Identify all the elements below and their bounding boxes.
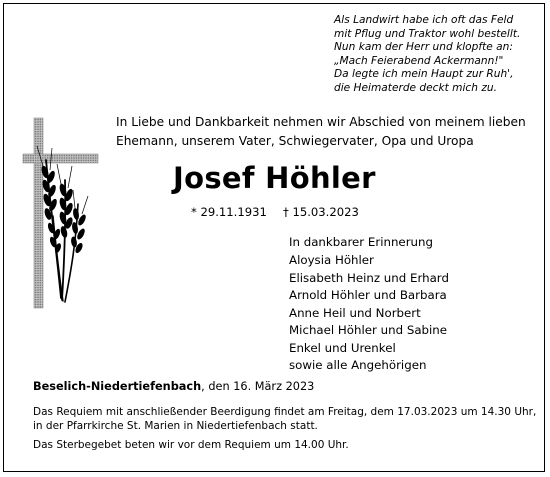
mourner-name: Elisabeth Heinz und Erhard: [289, 270, 449, 285]
poem-line: Als Landwirt habe ich oft das Feld: [334, 14, 514, 26]
deceased-name: Josef Höhler: [173, 161, 376, 195]
mourner-name: Enkel und Urenkel: [289, 340, 396, 355]
poem-line: Da legte ich mein Haupt zur Ruh',: [334, 68, 514, 81]
intro-line: Ehemann, unserem Vater, Schwiegervater, Opa und Uropa: [116, 134, 474, 148]
mourners-lead: In dankbarer Erinnerung: [289, 235, 433, 249]
mourner-name: Aloysia Höhler: [289, 253, 374, 267]
requiem-line: in der Pfarrkirche St. Marien in Niedertiefenbach statt.: [33, 419, 318, 432]
mourner-name: Anne Heil und Norbert: [289, 305, 421, 320]
death-date: † 15.03.2023: [283, 205, 359, 219]
mourners-list: [289, 234, 449, 375]
place-and-date: [33, 380, 314, 393]
cross-with-wheat-icon: [20, 116, 106, 316]
place-name: Beselich-Niedertiefenbach: [33, 380, 202, 393]
poem-line: die Heimaterde deckt mich zu.: [334, 81, 497, 94]
poem-line: mit Pflug und Traktor wohl bestellt.: [334, 27, 521, 40]
mourner-name: Michael Höhler und Sabine: [289, 323, 448, 337]
poem-line: „Mach Feierabend Ackermann!": [334, 54, 504, 67]
notice-date: , den 16. März 2023: [201, 380, 315, 393]
sterbegebet-info: Das Sterbegebet beten wir vor dem Requiem um 14.00 Uhr.: [33, 439, 349, 451]
farewell-intro: [116, 113, 536, 151]
birth-date: * 29.11.1931: [191, 205, 267, 219]
intro-line: In Liebe und Dankbarkeit nehmen wir Abschied von meinem lieben: [116, 115, 526, 129]
requiem-line: Das Requiem mit anschließender Beerdigung findet am Freitag, dem 17.03.2023 um 14.30 Uhr,: [33, 406, 537, 418]
mourner-name: sowie alle Angehörigen: [289, 358, 427, 372]
mourner-name: Arnold Höhler und Barbara: [289, 288, 447, 302]
poem-line: Nun kam der Herr und klopfte an:: [334, 41, 513, 54]
poem: [334, 14, 544, 96]
requiem-info: [33, 406, 536, 433]
